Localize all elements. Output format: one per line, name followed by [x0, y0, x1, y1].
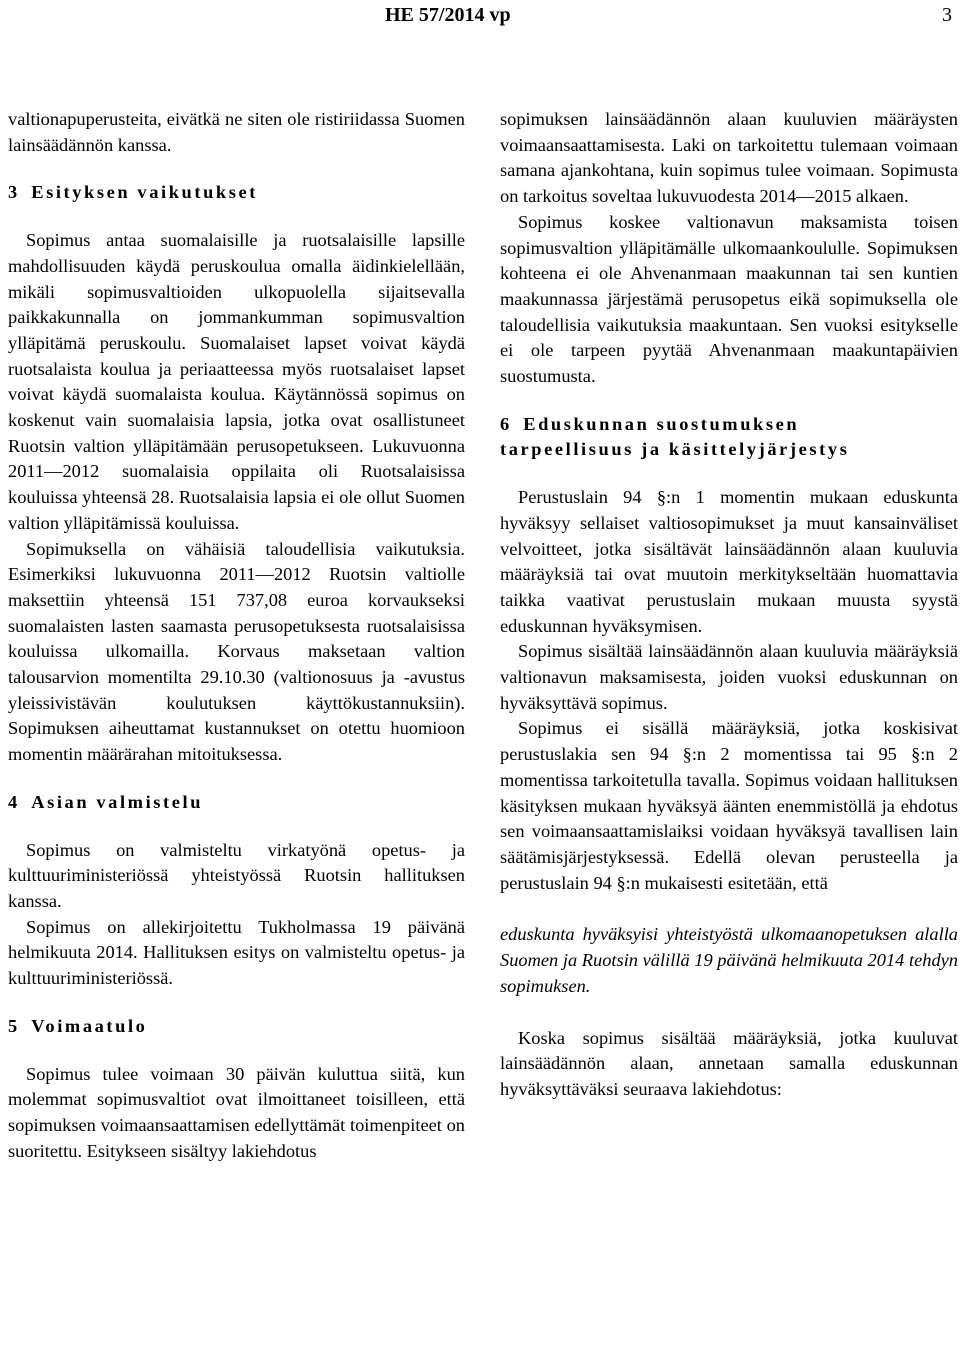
body-paragraph: Sopimus sisältää lainsäädännön alaan kuuluvia määräyksiä valtionavun maksamisesta, joiden vuoksi eduskunnan on hyväksyttävä sopimus. [500, 641, 958, 713]
body-paragraph: Sopimuksella on vähäisiä taloudellisia vaikutuksia. Esimerkiksi lukuvuonna 2011—2012 Ruotsin valtiolle maksettiin yhteensä 151 737,08 euroa korvaukseksi suomalaisten lasten saamasta perusopetuksesta ruotsalaisissa kouluissa ulkomailla. Korvaus maksetaan valtion talousarvion momentilta 29.10.30 (valtionosuus ja -avustus yleissivistävän koulutuksen käyttökustannuksiin). Sopimuksen aiheuttamat kustannukset on otettu huomioon momentin määrärahan mitoituksessa. [8, 538, 465, 765]
page-header [0, 4, 960, 34]
body-paragraph: Sopimus antaa suomalaisille ja ruotsalaisille lapsille mahdollisuuden käydä peruskoulua omalla äidinkielellään, mikäli sopimusvaltioiden ulkopuolella sijaitsevalla paikkakunnalla on jommankumman sopimusvaltion ylläpitämä peruskoulu. Suomalaiset lapset voivat käydä ruotsalaista koulua ja periaatteessa myös ruotsalaiset lapset voivat käydä suomalaista koulua. Käytännössä sopimus on koskenut vain suomalaisia lapsia, jotka ovat osallistuneet Ruotsin valtion ylläpitämään perusopetukseen. Lukuvuonna 2011—2012 suomalaisia oppilaita oli Ruotsalaisissa kouluissa yhteensä 28. Ruotsalaisia lapsia ei ole ollut Suomen valtion ylläpitämissä kouluissa. [8, 230, 465, 533]
body-paragraph: Sopimus koskee valtionavun maksamista toisen sopimusvaltion ylläpitämälle ulkomaankoululle. Sopimuksen kohteena ei ole Ahvenanmaan maakunnan tai sen kuntien maakunnassa järjestämä perusopetus eikä sopimuksella ole taloudellisia vaikutuksia maakuntaan. Sen vuoksi esitykselle ei ole tarpeen pyytää Ahvenanmaan maakuntapäivien suostumusta. [500, 211, 958, 387]
section-title: Esityksen vaikutukset [31, 182, 259, 203]
section-number: 4 [8, 791, 18, 812]
page-number: 3 [942, 4, 952, 26]
section-heading-3 [8, 180, 465, 206]
section-number: 3 [8, 182, 18, 203]
section-title: Eduskunnan suostumuksen tarpeellisuus ja käsittelyjärjestys [500, 413, 850, 460]
section-title: Asian valmistelu [31, 791, 204, 812]
right-column [500, 107, 958, 1103]
section-heading-4 [8, 790, 465, 816]
section-heading-6 [500, 412, 958, 463]
section-number: 6 [500, 413, 510, 434]
body-paragraph: Sopimus on valmisteltu virkatyönä opetus- ja kulttuuriministeriössä yhteistyössä Ruotsin hallituksen kanssa. [8, 839, 465, 911]
body-paragraph: Perustuslain 94 §:n 1 momentin mukaan eduskunta hyväksyy sellaiset valtiosopimukset ja muut kansainväliset velvoitteet, jotka sisältävät lainsäädännön alaan kuuluvia määräyksiä tai ovat muutoin merkitykseltään huomattavia taikka vaativat perustuslain mukaan muusta syystä eduskunnan hyväksymisen. [500, 487, 958, 636]
body-paragraph: Sopimus tulee voimaan 30 päivän kuluttua siitä, kun molemmat sopimusvaltiot ovat ilmoittaneet toisilleen, että sopimuksen voimaansaattamisen edellyttämät toimenpiteet on suoritettu. Esitykseen sisältyy lakiehdotus [8, 1063, 465, 1161]
left-column [8, 107, 465, 1164]
body-paragraph: Sopimus ei sisällä määräyksiä, jotka koskisivat perustuslakia sen 94 §:n 2 momentissa tai 95 §:n 2 momentissa tarkoitetulla tavalla. Sopimus voidaan hallituksen käsityksen mukaan hyväksyä äänten enemmistöllä ja ehdotus sen voimaansaattamislaiksi voidaan hyväksyä tavallisen lain säätämisjärjestyksessä. Edellä olevan perusteella ja perustuslain 94 §:n mukaisesti esitetään, että [500, 718, 958, 893]
section-heading-5 [8, 1014, 465, 1040]
section-title: Voimaatulo [31, 1015, 148, 1036]
intro-paragraph: valtionapuperusteita, eivätkä ne siten ole ristiriidassa Suomen lainsäädännön kanssa. [8, 109, 465, 155]
document-id: HE 57/2014 vp [385, 4, 511, 26]
proposal-statement: eduskunta hyväksyisi yhteistyöstä ulkomaanopetuksen alalla Suomen ja Ruotsin välillä 19 päivänä helmikuuta 2014 tehdyn sopimuksen. [500, 924, 958, 996]
closing-paragraph: Koska sopimus sisältää määräyksiä, jotka kuuluvat lainsäädännön alaan, annetaan samalla eduskunnan hyväksyttäväksi seuraava lakiehdotus: [500, 1027, 958, 1099]
body-paragraph: Sopimus on allekirjoitettu Tukholmassa 19 päivänä helmikuuta 2014. Hallituksen esitys on valmisteltu opetus- ja kulttuuriministeriössä. [8, 916, 465, 989]
section-number: 5 [8, 1015, 18, 1036]
continuation-paragraph: sopimuksen lainsäädännön alaan kuuluvien määräysten voimaansaattamisesta. Laki on tarkoitettu tulemaan voimaan samana ajankohtana, kuin sopimus tulee voimaan. Sopimusta on tarkoitus soveltaa lukuvuodesta 2014—2015 alkaen. [500, 109, 958, 207]
